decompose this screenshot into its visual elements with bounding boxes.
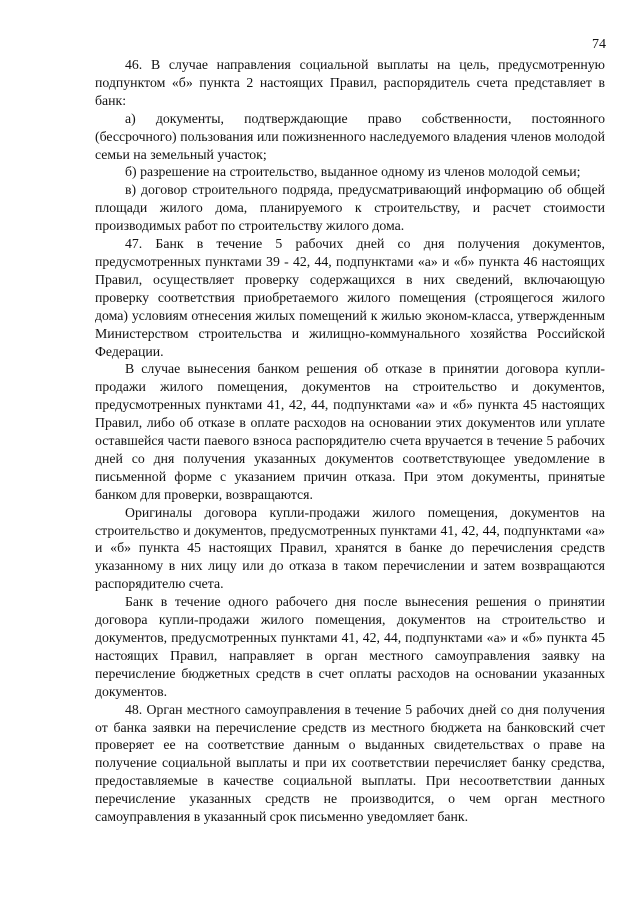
document-body xyxy=(95,56,605,826)
paragraph-48: 48. Орган местного самоуправления в течение 5 рабочих дней со дня получения от банка заявки на перечисление средств из местного бюджета на банковский счет проверяет ее на соответствие данным о выданных свидетельствах о праве на получение социальной выплаты и при их соответствии перечисляет банку средства, предоставляемые в качестве социальной выплаты. При несоответствии данных перечисление указанных средств не производится, о чем орган местного самоуправления в указанный срок письменно уведомляет банк. xyxy=(95,701,605,825)
page-number: 74 xyxy=(592,37,606,52)
paragraph-46-b: б) разрешение на строительство, выданное одному из членов молодой семьи; xyxy=(125,164,581,180)
paragraph-47: 47. Банк в течение 5 рабочих дней со дня получения документов, предусмотренных пунктами 39 - 42, 44, подпунктами «а» и «б» пункта 46 настоящих Правил, осуществляет проверку содержащихся в них сведений, включающую проверку соответствия приобретаемого жилого помещения (строящегося жилого дома) условиям отнесения жилых помещений к жилью эконом-класса, утвержденным Министерством строительства и жилищно-коммунального хозяйства Российской Федерации. xyxy=(95,236,605,359)
paragraph-46-a: а) документы, подтверждающие право собственности, постоянного (бессрочного) пользования или пожизненного наследуемого владения членов молодой семьи на земельный участок; xyxy=(95,110,605,162)
paragraph-47-refusal: В случае вынесения банком решения об отказе в принятии договора купли-продажи жилого помещения, документов на строительство и документов, предусмотренных пунктами 41, 42, 44, подпунктами «а» и «б» пункта 45 настоящих Правил, либо об отказе в оплате расходов на основании этих документов или уплате оставшейся части паевого взноса распорядителю счета вручается в течение 5 рабочих дней со дня получения указанных документов соответствующее уведомление в письменной форме с указанием причин отказа. При этом документы, принятые банком для проверки, возвращаются. xyxy=(95,361,605,502)
paragraph-47-application: Банк в течение одного рабочего дня после вынесения решения о принятии договора купли-продажи жилого помещения, документов на строительство и документов, предусмотренных пунктами 41, 42, 44, подпунктами «а» и «б» пункта 45 настоящих Правил, направляет в орган местного самоуправления заявку на перечисление бюджетных средств в счет оплаты расходов на основании указанных документов. xyxy=(95,594,605,699)
paragraph-46-intro: 46. В случае направления социальной выплаты на цель, предусмотренную подпунктом «б» пункта 2 настоящих Правил, распорядитель счета представляет в банк: xyxy=(95,57,605,108)
paragraph-46-c: в) договор строительного подряда, предусматривающий информацию об общей площади жилого дома, планируемого к строительству, и расчет стоимости производимых работ по строительству жилого дома. xyxy=(95,182,605,234)
paragraph-47-originals: Оригиналы договора купли-продажи жилого помещения, документов на строительство и документов, предусмотренных пунктами 41, 42, 44, подпунктами «а» и «б» пункта 45 настоящих Правил, хранятся в банке до перечисления средств указанному в них лицу или до отказа в таком перечислении и затем возвращаются распорядителю счета. xyxy=(95,504,605,592)
